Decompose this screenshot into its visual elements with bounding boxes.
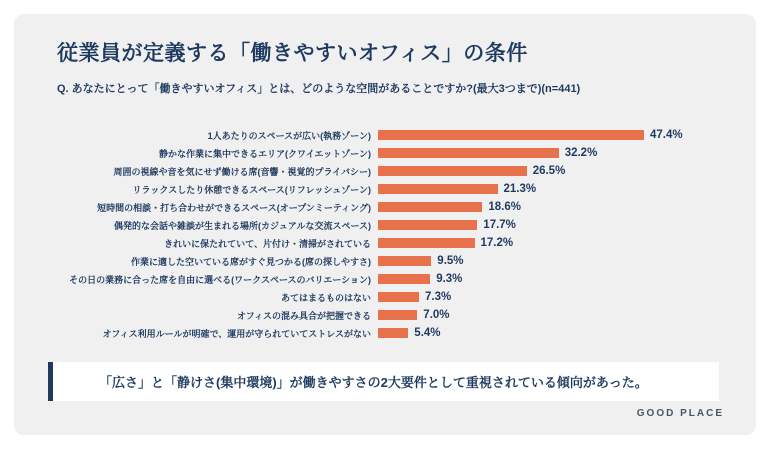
chart-row — [14, 162, 756, 180]
bar — [378, 166, 527, 176]
chart-row — [14, 216, 756, 234]
chart-row — [14, 126, 756, 144]
chart-row — [14, 288, 756, 306]
chart-row — [14, 324, 756, 342]
chart-row — [14, 234, 756, 252]
bar — [378, 310, 417, 320]
value-label: 32.2% — [564, 147, 598, 159]
category-label: 静かな作業に集中できるエリア(クワイエットゾーン) — [158, 148, 371, 159]
category-label: リラックスしたり休憩できるスペース(リフレッシュゾーン) — [132, 184, 371, 195]
brand-logo: GOOD PLACE — [636, 408, 724, 419]
category-label: 短時間の相談・打ち合わせができるスペース(オープンミーティング) — [97, 202, 371, 213]
insight-callout — [48, 362, 719, 401]
chart-row — [14, 180, 756, 198]
chart-row — [14, 306, 756, 324]
category-label: あてはまるものはない — [280, 292, 371, 303]
value-label: 9.3% — [436, 273, 463, 285]
callout-box — [53, 362, 719, 401]
bar — [378, 238, 475, 248]
category-label: その日の業務に合った席を自由に選べる(ワークスペースのバリエーション) — [69, 274, 371, 285]
value-label: 17.2% — [480, 237, 514, 249]
category-label: 作業に適した空いている席がすぐ見つかる(席の探しやすさ) — [131, 256, 371, 267]
bar-chart — [14, 126, 756, 342]
value-label: 17.7% — [483, 219, 516, 231]
value-label: 7.0% — [423, 309, 450, 321]
value-label: 47.4% — [650, 129, 683, 141]
value-label: 18.6% — [488, 201, 521, 213]
category-label: 周囲の視線や音を気にせず働ける席(音響・視覚的プライバシー) — [113, 166, 371, 177]
chart-row — [14, 270, 756, 288]
value-label: 9.5% — [437, 255, 464, 267]
bar — [378, 220, 477, 230]
value-label: 7.3% — [425, 291, 452, 303]
category-label: 偶発的な会話や雑談が生まれる場所(カジュアルな交流スペース) — [113, 220, 371, 231]
chart-row — [14, 252, 756, 270]
category-label: 1人あたりのスペースが広い(執務ゾーン) — [207, 130, 371, 141]
bar — [378, 292, 419, 302]
bar — [378, 328, 408, 338]
value-label: 21.3% — [503, 183, 537, 195]
category-label: オフィス利用ルールが明確で、運用が守られていてストレスがない — [102, 328, 371, 339]
bar — [378, 184, 498, 194]
bar — [378, 256, 431, 266]
chart-row — [14, 198, 756, 216]
category-label: オフィスの混み具合が把握できる — [236, 310, 371, 321]
callout-text: 「広さ」と「静けさ(集中環境)」が働きやすさの2大要件として重視されている傾向があった。 — [99, 375, 648, 390]
infographic-card — [14, 14, 756, 435]
value-label: 5.4% — [414, 327, 441, 339]
survey-question: Q. あなたにとって「働きやすいオフィス」とは、どのような空間があることですか?(最大3つまで)(n=441) — [57, 83, 581, 95]
category-label: きれいに保たれていて、片付け・清掃がされている — [164, 238, 371, 249]
bar — [378, 202, 482, 212]
value-label: 26.5% — [532, 165, 566, 177]
bar — [378, 148, 559, 158]
bar — [378, 274, 430, 284]
chart-row — [14, 144, 756, 162]
bar — [378, 130, 644, 140]
page-title: 従業員が定義する「働きやすいオフィス」の条件 — [57, 42, 528, 65]
